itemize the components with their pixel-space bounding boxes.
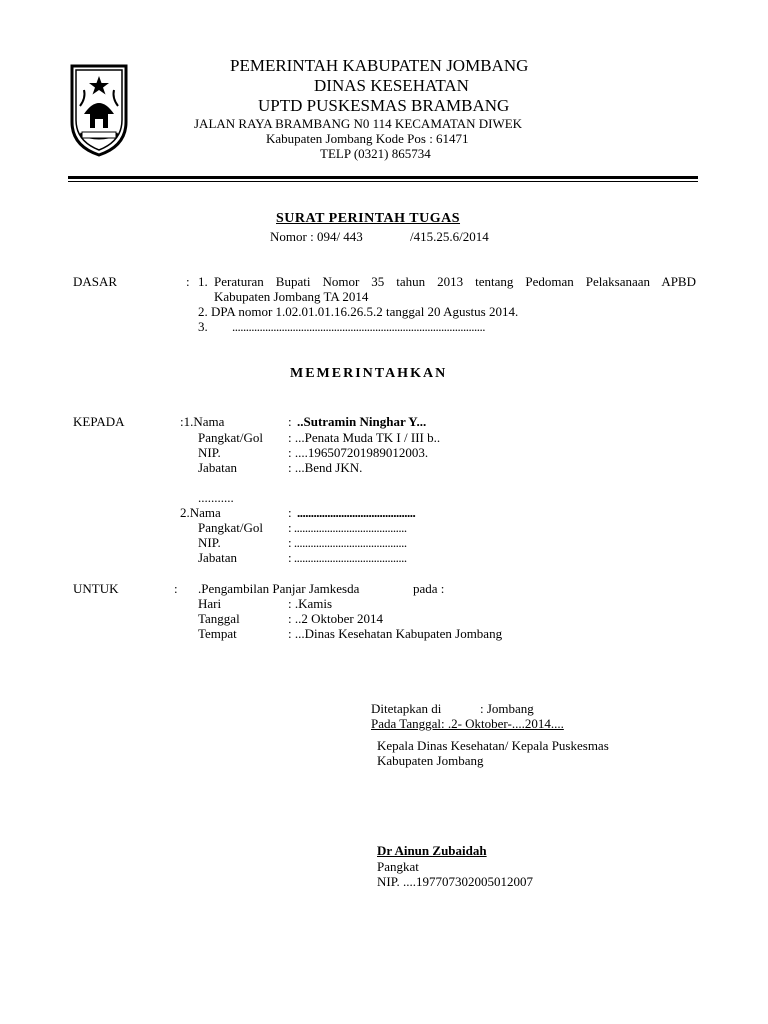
person2-nip-value: : ......................................... (288, 535, 407, 550)
kepada-label: KEPADA (73, 414, 125, 429)
dasar-item2: 2. DPA nomor 1.02.01.01.16.26.5.2 tanggal 20 Agustus 2014. (198, 304, 519, 319)
person1-name-value: ..Sutramin Ninghar Y... (297, 414, 427, 429)
person1-rank-label: Pangkat/Gol (198, 430, 263, 445)
person2-position-label: Jabatan (198, 550, 237, 565)
person1-position-label: Jabatan (198, 460, 237, 475)
person2-rank-label: Pangkat/Gol (198, 520, 263, 535)
dasar-item3-number: 3. (198, 319, 208, 334)
dasar-item3-placeholder: ............................................................................................ (232, 319, 485, 334)
dasar-item1-text-cont: Kabupaten Jombang TA 2014 (214, 289, 369, 304)
header-department: DINAS KESEHATAN (314, 76, 469, 95)
dasar-item1-number: 1. (198, 274, 208, 289)
header-postal: Kabupaten Jombang Kode Pos : 61471 (266, 131, 469, 146)
person1-rank-value: : ...Penata Muda TK I / III b.. (288, 430, 441, 445)
untuk-colon: : (174, 581, 178, 596)
signatory-nip: NIP. ....197707302005012007 (377, 874, 534, 889)
dasar-label: DASAR (73, 274, 118, 289)
header-divider-thin (68, 181, 698, 182)
untuk-day-value: : .Kamis (288, 596, 333, 611)
untuk-label: UNTUK (73, 581, 119, 596)
dasar-item1-text: Peraturan Bupati Nomor 35 tahun 2013 tentang Pedoman Pelaksanaan APBD (214, 274, 696, 289)
person2-rank-value: : ......................................... (288, 520, 407, 535)
header-unit: UPTD PUSKESMAS BRAMBANG (258, 96, 510, 115)
untuk-date-label: Tanggal (198, 611, 240, 626)
untuk-date-value: : ..2 Oktober 2014 (288, 611, 383, 626)
untuk-pada: pada : (413, 581, 445, 596)
issued-at-label: Ditetapkan di (371, 701, 442, 716)
header-phone: TELP (0321) 865734 (320, 146, 431, 161)
person1-nip-value: : ....196507201989012003. (288, 445, 429, 460)
person1-name-label: :1.Nama (180, 414, 225, 429)
person2-position-value: : ......................................... (288, 550, 407, 565)
person1-name-colon: : (288, 414, 292, 429)
person2-name-value: ........................................... (297, 505, 416, 520)
signatory-position: Kepala Dinas Kesehatan/ Kepala Puskesmas (377, 738, 609, 753)
person1-nip-label: NIP. (198, 445, 221, 460)
person2-nip-label: NIP. (198, 535, 221, 550)
dasar-colon: : (186, 274, 190, 289)
person1-position-value: : ...Bend JKN. (288, 460, 363, 475)
signatory-region: Kabupaten Jombang (377, 753, 484, 768)
memerintahkan-heading: MEMERINTAHKAN (290, 366, 448, 381)
document-number-suffix: /415.25.6/2014 (410, 229, 489, 244)
document-number: Nomor : 094/ 443 (270, 229, 363, 244)
person2-name-label: 2.Nama (180, 505, 221, 520)
issued-at-value: : Jombang (480, 701, 534, 716)
header-address: JALAN RAYA BRAMBANG N0 114 KECAMATAN DIWEK (194, 116, 523, 131)
signatory-rank: Pangkat (377, 859, 419, 874)
header-government: PEMERINTAH KABUPATEN JOMBANG (230, 56, 529, 75)
person1-extra-placeholder: ........... (198, 490, 234, 505)
document-title: SURAT PERINTAH TUGAS (276, 211, 461, 226)
untuk-purpose: .Pengambilan Panjar Jamkesda (198, 581, 360, 596)
header-divider-thick (68, 176, 698, 179)
issued-date: Pada Tanggal: .2- Oktober-....2014.... (371, 716, 564, 731)
person2-name-colon: : (288, 505, 292, 520)
untuk-place-label: Tempat (198, 626, 237, 641)
untuk-place-value: : ...Dinas Kesehatan Kabupaten Jombang (288, 626, 503, 641)
signatory-name: Dr Ainun Zubaidah (377, 843, 487, 858)
jombang-crest-logo (68, 62, 130, 158)
untuk-day-label: Hari (198, 596, 222, 611)
